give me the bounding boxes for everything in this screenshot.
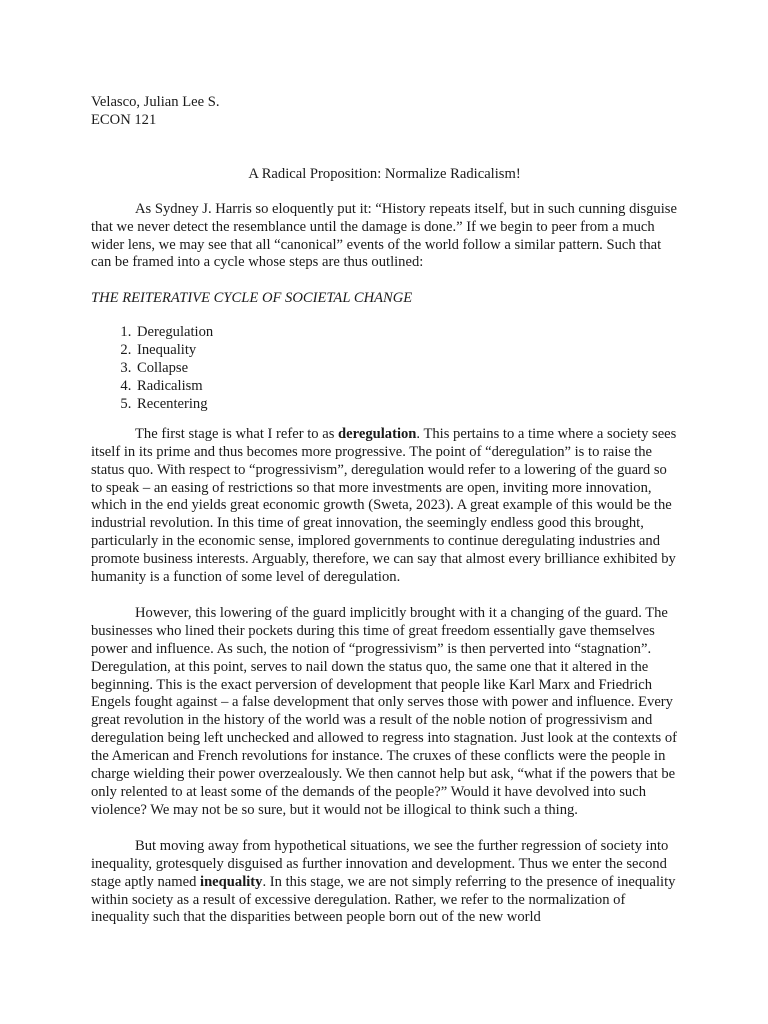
inequality-paragraph bbox=[91, 838, 678, 928]
section-heading: THE REITERATIVE CYCLE OF SOCIETAL CHANGE bbox=[91, 290, 413, 307]
list-item: 5. Recentering bbox=[135, 396, 678, 414]
key-term-inequality: inequality bbox=[200, 873, 263, 890]
list-item: 2. Inequality bbox=[135, 342, 678, 360]
list-item: 4. Radicalism bbox=[135, 378, 678, 396]
essay-title: A Radical Proposition: Normalize Radicalism! bbox=[248, 165, 521, 182]
list-item: 1. Deregulation bbox=[135, 324, 678, 342]
paragraph-text: . This pertains to a time where a society sees itself in its prime and thus becomes more progressive. The point of “deregulation” is to raise the status quo. With respect to “progressivism”, deregulation would refer to a lowering of the guard so to speak – an easing of restrictions so that more investments are open, inviting more innovation, which in the end yields great economic growth (Sweta, 2023). A great example of this would be the industrial revolution. In this time of great innovation, the seemingly endless good this brought, particularly in the economic sense, implored governments to continue deregulating industries and promote business interests. Arguably, therefore, we can say that almost every brilliance exhibited by humanity is a function of some level of deregulation. bbox=[91, 425, 677, 586]
paragraph-text: . In this stage, we are not simply referring to the presence of inequality within society as a result of excessive deregulation. Rather, we refer to the normalization of inequality such that the disparities between people born out of the new world bbox=[91, 873, 676, 926]
paragraph-text: The first stage is what I refer to as bbox=[135, 425, 339, 442]
author-name: Velasco, Julian Lee S. bbox=[91, 94, 220, 110]
course-code: ECON 121 bbox=[91, 111, 157, 128]
list-item: 3. Collapse bbox=[135, 360, 678, 378]
stagnation-paragraph: However, this lowering of the guard implicitly brought with it a changing of the guard. The businesses who lined their pockets during this time of great freedom essentially gave themselves power and influence. As such, the notion of “progressivism” is then perverted into “stagnation”. Deregulation, at this point, serves to nail down the status quo, the same one that it altered in the beginning. This is the exact perversion of development that people like Karl Marx and Friedrich Engels fought against – a false development that only serves those with power and influence. Every great revolution in the history of the world was a result of the noble notion of progressivism and deregulation being left unchecked and allowed to regress into stagnation. Just look at the contexts of the American and French revolutions for instance. The cruxes of these conflicts were the people in charge wielding their power overzealously. We then cannot help but ask, “what if the powers that be only relented to at least some of the demands of the people?” Would it have devolved into such violence? We may not be so sure, but it would not be illogical to think such a thing. bbox=[91, 604, 678, 818]
cycle-steps-list bbox=[91, 324, 678, 414]
intro-paragraph: As Sydney J. Harris so eloquently put it: “History repeats itself, but in such cunning disguise that we never detect the resemblance until the damage is done.” If we begin to peer from a much wider lens, we may see that all “canonical” events of the world follow a similar pattern. Such that can be framed into a cycle whose steps are thus outlined: bbox=[91, 200, 677, 271]
paragraph-text: But moving away from hypothetical situations, we see the further regression of society into inequality, grotesquely disguised as further innovation and development. Thus we enter the second stage aptly named bbox=[91, 837, 669, 890]
deregulation-paragraph bbox=[91, 426, 678, 587]
key-term-deregulation: deregulation bbox=[338, 425, 417, 442]
